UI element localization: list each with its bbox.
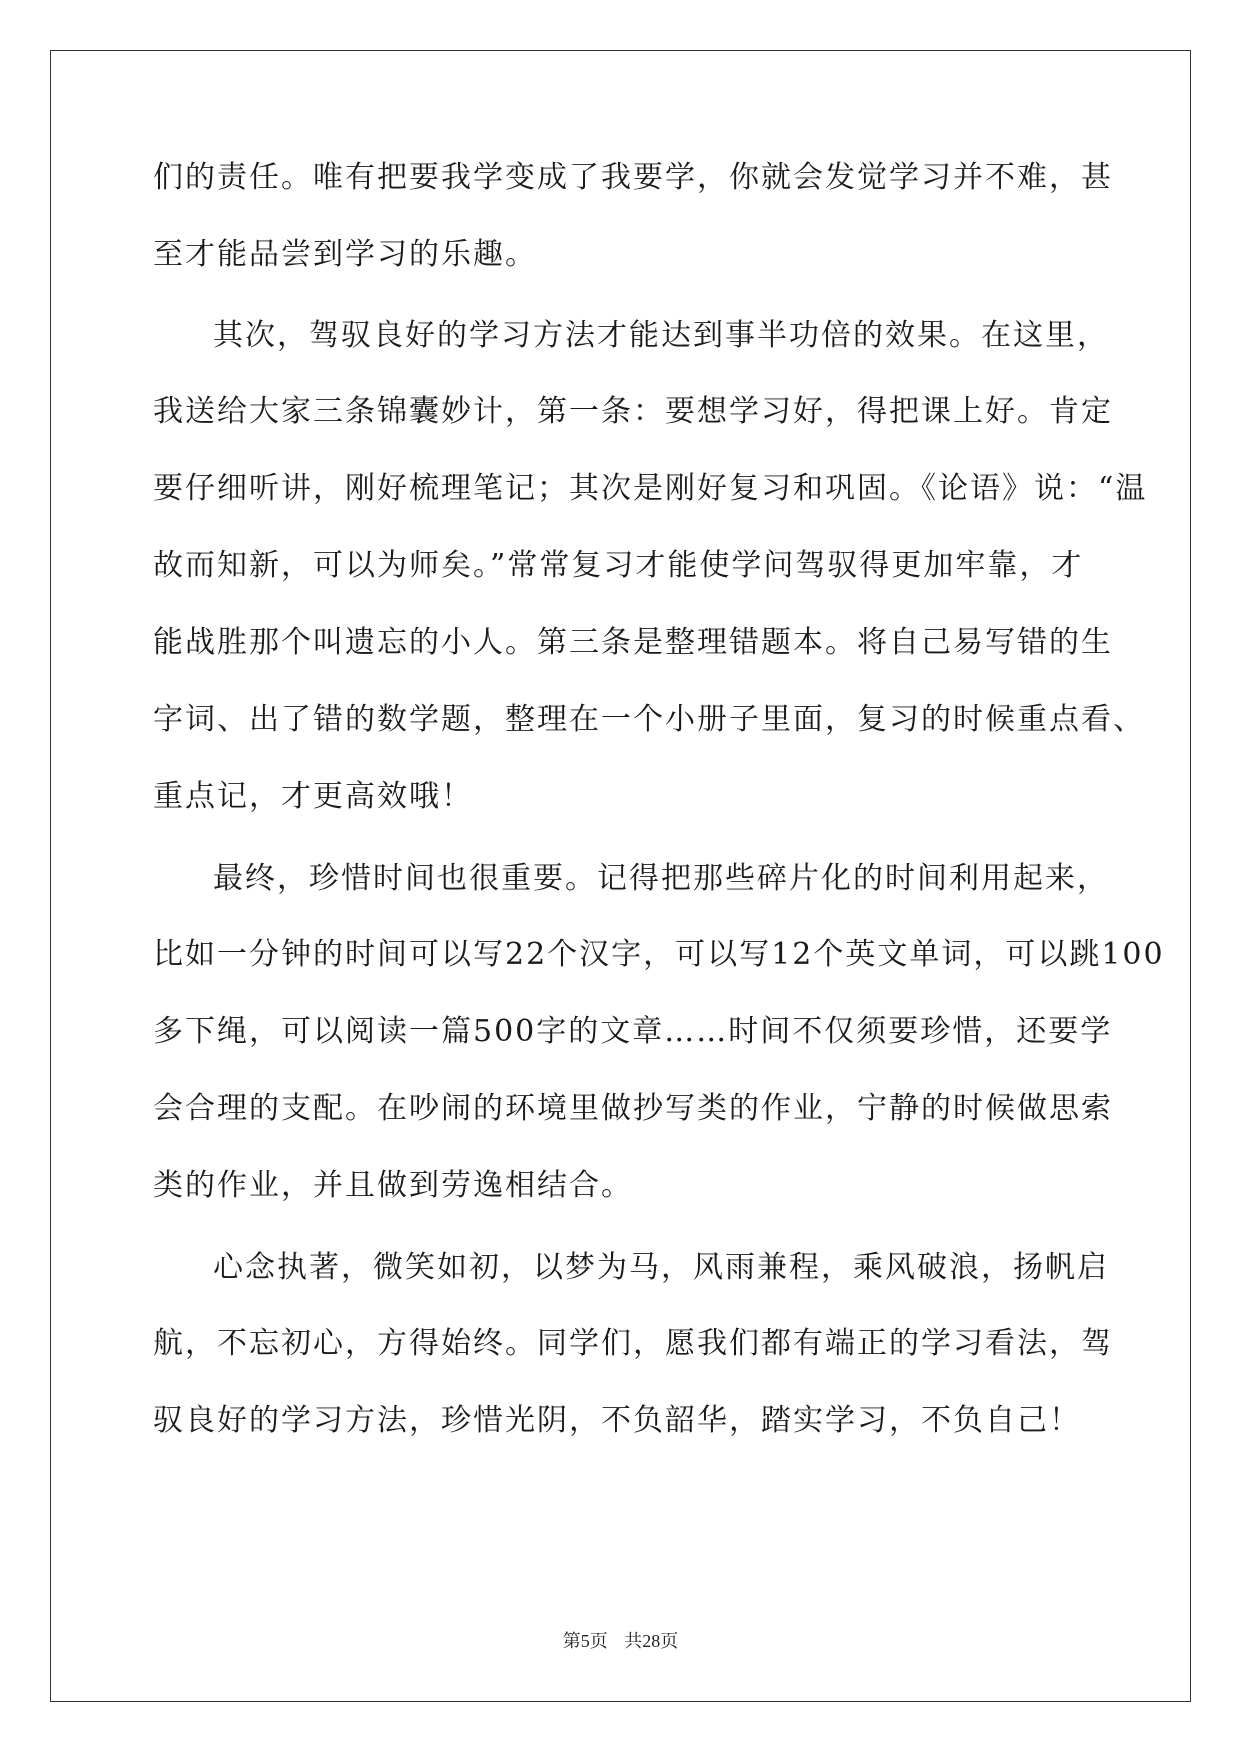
page-footer	[0, 1627, 1241, 1653]
text-line: 们的责任。唯有把要我学变成了我要学，你就会发觉学习并不难，甚	[153, 160, 1113, 195]
text-line: 驭良好的学习方法，珍惜光阴，不负韶华，踏实学习，不负自己！	[153, 1403, 1081, 1438]
text-line: 最终，珍惜时间也很重要。记得把那些碎片化的时间利用起来，	[213, 861, 1109, 896]
text-line: 要仔细听讲，刚好梳理笔记；其次是刚好复习和巩固。《论语》说：“温	[153, 471, 1148, 506]
text-line: 我送给大家三条锦囊妙计，第一条：要想学习好，得把课上好。肯定	[153, 394, 1113, 429]
text-line: 至才能品尝到学习的乐趣。	[153, 237, 537, 272]
text-line: 航，不忘初心，方得始终。同学们，愿我们都有端正的学习看法，驾	[153, 1326, 1113, 1361]
text-line: 其次，驾驭良好的学习方法才能达到事半功倍的效果。在这里，	[213, 318, 1109, 353]
page-number: 第5页	[562, 1631, 608, 1651]
text-line: 比如一分钟的时间可以写22个汉字，可以写12个英文单词，可以跳100	[153, 937, 1165, 972]
text-line: 重点记，才更高效哦！	[153, 779, 473, 814]
text-line: 心念执著，微笑如初，以梦为马，风雨兼程，乘风破浪，扬帆启	[213, 1250, 1109, 1285]
text-line: 能战胜那个叫遗忘的小人。第三条是整理错题本。将自己易写错的生	[153, 625, 1113, 660]
text-line: 类的作业，并且做到劳逸相结合。	[153, 1168, 633, 1203]
text-line: 多下绳，可以阅读一篇500字的文章……时间不仅须要珍惜，还要学	[153, 1014, 1113, 1049]
text-line: 会合理的支配。在吵闹的环境里做抄写类的作业，宁静的时候做思索	[153, 1091, 1113, 1126]
page-total: 共28页	[624, 1631, 679, 1651]
text-line: 字词、出了错的数学题，整理在一个小册子里面，复习的时候重点看、	[153, 702, 1145, 737]
text-line: 故而知新，可以为师矣。”常常复习才能使学问驾驭得更加牢靠，才	[153, 548, 1084, 583]
